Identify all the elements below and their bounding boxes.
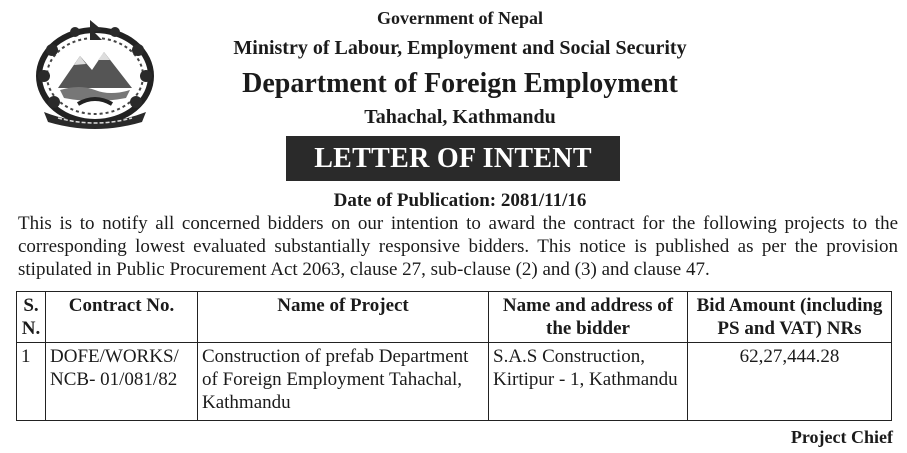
table-row bbox=[17, 343, 892, 421]
project-chief-signoff: Project Chief bbox=[790, 427, 893, 447]
cell-project-name: Construction of prefab Department of Foreign Employment Tahachal, Kathmandu bbox=[198, 343, 489, 421]
nepal-government-emblem-icon bbox=[30, 18, 160, 130]
cell-sn: 1 bbox=[17, 343, 46, 421]
cell-bidder: S.A.S Construction, Kirtipur - 1, Kathmandu bbox=[489, 343, 688, 421]
notice-paragraph: This is to notify all concerned bidders on our intention to award the contract for the following projects to the corresponding lowest evaluated substantially responsive bidders. This notice is published as per the provision stipulated in Public Procurement Act 2063, clause 27, sub-clause (2) and (3) and clause 47. bbox=[18, 213, 898, 280]
cell-contract-no: DOFE/WORKS/ NCB- 01/081/82 bbox=[46, 343, 198, 421]
header-bidder: Name and address of the bidder bbox=[489, 292, 688, 343]
office-location: Tahachal, Kathmandu bbox=[364, 106, 556, 128]
table-header-row bbox=[17, 292, 892, 343]
ministry-title: Ministry of Labour, Employment and Social Security bbox=[233, 37, 687, 59]
publication-date: Date of Publication: 2081/11/16 bbox=[333, 190, 587, 211]
header-project-name: Name of Project bbox=[198, 292, 489, 343]
letter-of-intent-banner: LETTER OF INTENT bbox=[286, 136, 620, 181]
bid-award-table bbox=[16, 291, 892, 421]
department-title: Department of Foreign Employment bbox=[242, 68, 678, 99]
header-contract-no: Contract No. bbox=[46, 292, 198, 343]
cell-bid-amount: 62,27,444.28 bbox=[688, 343, 892, 421]
header-sn: S. N. bbox=[17, 292, 46, 343]
header-bid-amount: Bid Amount (including PS and VAT) NRs bbox=[688, 292, 892, 343]
government-title: Government of Nepal bbox=[377, 8, 543, 28]
